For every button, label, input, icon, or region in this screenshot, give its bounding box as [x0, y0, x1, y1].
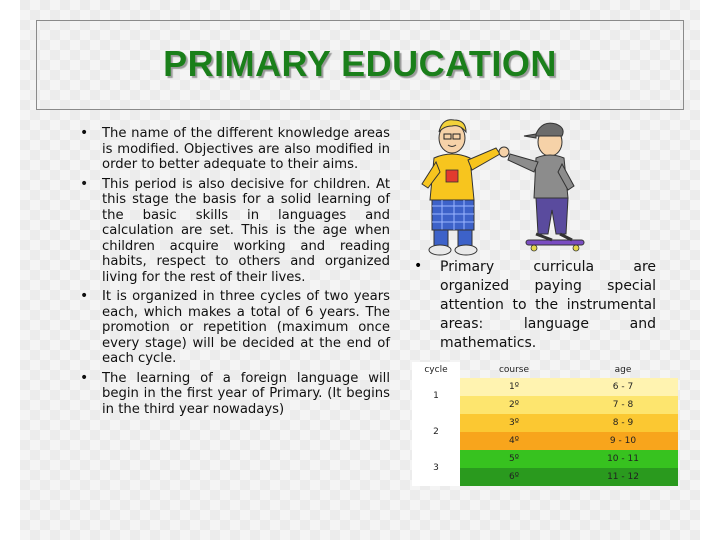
kid-left [422, 120, 500, 255]
right-bullet [412, 258, 656, 353]
course-cell: 4º [460, 432, 568, 450]
course-cell: 3º [460, 414, 568, 432]
age-cell: 11 - 12 [568, 468, 678, 486]
table-row [412, 414, 678, 432]
left-bullet-list [78, 126, 390, 421]
bullet-text: This period is also decisive for children. At this stage the basis for a solid learning of the basic skills in languages and calculation are set. This is the age when children acquire working and reading habits, respect to others and organized living for the rest of their lives. [102, 176, 390, 285]
age-cell: 6 - 7 [568, 378, 678, 396]
high-five-hands [499, 147, 509, 157]
age-cell: 7 - 8 [568, 396, 678, 414]
table-row [412, 450, 678, 468]
cycle-cell: 3 [412, 450, 460, 486]
course-cell: 5º [460, 450, 568, 468]
age-cell: 9 - 10 [568, 432, 678, 450]
list-item [78, 371, 390, 418]
cycle-cell: 1 [412, 378, 460, 414]
course-table [412, 362, 678, 486]
right-bullet-text: Primary curricula are organized paying special attention to the instrumental areas: language and mathematics. [440, 259, 656, 351]
list-item [78, 289, 390, 367]
age-cell: 8 - 9 [568, 414, 678, 432]
table-header-row [412, 362, 678, 378]
table-row [412, 378, 678, 396]
bullet-icon: • [80, 175, 89, 192]
course-cell: 2º [460, 396, 568, 414]
bullet-icon: • [80, 125, 89, 141]
bullet-icon: • [414, 258, 423, 274]
bullet-icon: • [80, 369, 89, 386]
title-box [36, 20, 684, 110]
page-title: PRIMARY EDUCATION [163, 43, 557, 84]
header-age: age [614, 365, 632, 375]
header-cycle: cycle [412, 362, 460, 378]
bullet-text: The name of the different knowledge areas is modified. Objectives are also modified in order to better adequate to their aims. [102, 126, 390, 172]
course-cell: 1º [460, 378, 568, 396]
cycle-cell: 2 [412, 414, 460, 450]
course-cell: 6º [460, 468, 568, 486]
header-course: course [498, 365, 530, 375]
age-cell: 10 - 11 [568, 450, 678, 468]
list-item [78, 177, 390, 286]
bullet-icon: • [80, 288, 89, 304]
list-item [78, 126, 390, 173]
bullet-text: The learning of a foreign language will begin in the first year of Primary. (It begins in the third year nowadays) [102, 370, 390, 417]
bullet-text: It is organized in three cycles of two years each, which makes a total of 6 years. The promotion or repetition (maximum once every stage) will be decided at the end of each cycle. [102, 289, 390, 366]
kids-illustration [412, 114, 592, 258]
kid-right [508, 123, 584, 251]
